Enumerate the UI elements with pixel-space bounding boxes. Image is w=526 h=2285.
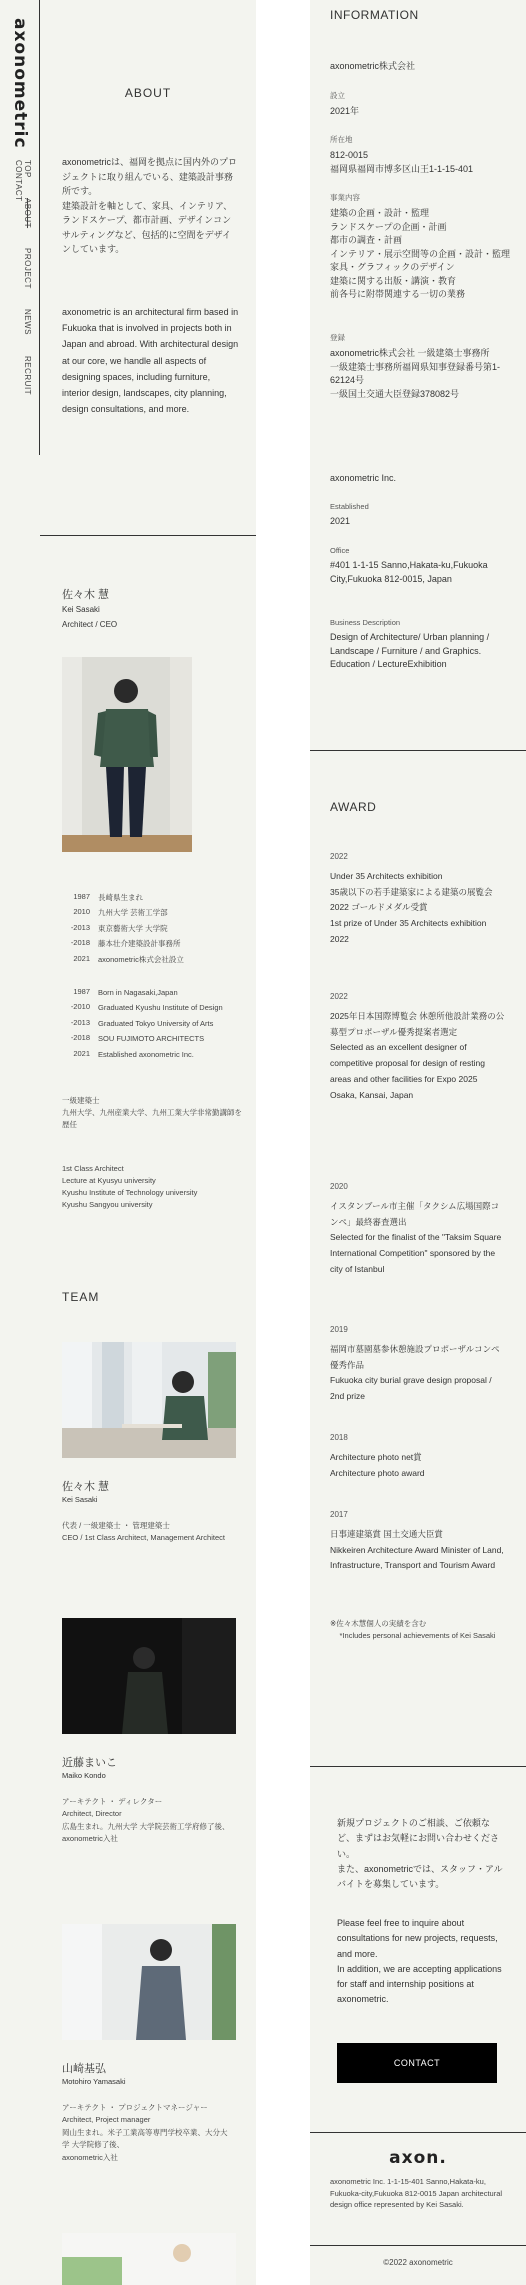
footer-address: axonometric Inc. 1-1-15-401 Sanno,Hakata-ku, Fukuoka-city,Fukuoka 812-0015 Japan architectural design office represented by Kei Sasaki. (330, 2177, 503, 2210)
contact-text-en: Please feel free to inquire about consultations for new projects, requests, and more. In addition, we are accepting applications for staff and internship positions at axonometric. (337, 1918, 502, 2005)
about-text-en: axonometric is an architectural firm based in Fukuoka that is involved in projects both in Japan and abroad. With architectural design at our core, we handle all aspects of designing spaces, including furniture, interior design, landscapes, city planning, design consultations, and more. (62, 307, 239, 415)
info-divider (310, 750, 526, 751)
history-row: -2010 Graduated Kyushu Institute of Design (70, 1002, 223, 1013)
about-text-ja: axonometricは、福岡を拠点に国内外のプロジェクトに取り組んでいる、建築設計事務所です。 建築設計を軸として、家具、インテリア、ランドスケープ、都市計画、デザインコンサルティングなど、包括的に空間をデザインしています。 (62, 157, 238, 255)
member-photo-next (62, 2233, 236, 2285)
nav-item-contact[interactable]: CONTACT (14, 160, 23, 202)
logo[interactable]: axonometric (10, 18, 30, 149)
copyright: ©2022 axonometric (383, 2258, 453, 2267)
contact-button[interactable]: CONTACT (337, 2043, 497, 2083)
history-row: -2018 SOU FUJIMOTO ARCHITECTS (70, 1033, 205, 1044)
ceo-license-en: 1st Class Architect Lecture at Kyusyu university Kyushu Institute of Technology university Kyushu Sangyou university (62, 1164, 198, 1209)
award-divider (310, 1766, 526, 1767)
ceo-license-ja: 一級建築士 九州大学、九州産業大学、九州工業大学非常勤講師を歴任 (62, 1096, 242, 1129)
nav-item-news[interactable]: NEWS (23, 309, 32, 336)
member-name: 佐々木 慧 (62, 1481, 110, 1493)
member-name-en: Maiko Kondo (62, 1771, 106, 1780)
history-row: 2021 axonometric株式会社設立 (73, 953, 184, 964)
member-photo-yamasaki (62, 1924, 236, 2040)
contact-divider (310, 2132, 526, 2133)
award-item: 2020 イスタンブール市主催「タクシム広場国際コンペ」最終審査選出 Selected for the finalist of the "Taksim Square International Competition" sponsored by the city of Istanbul (330, 1182, 502, 1274)
award-note-en: *Includes personal achievements of Kei Sasaki (339, 1631, 496, 1640)
information-title: INFORMATION (330, 8, 419, 22)
ceo-history-ja (62, 893, 238, 970)
award-item: 2022 Under 35 Architects exhibition 35歳以下の若手建築家による建築の展覧会2022 ゴールドメダル受賞 1st prize of Under 35 Architects exhibition 2022 (330, 852, 493, 944)
history-row: -2013 東京藝術大学 大学院 (70, 922, 168, 933)
info-established-en: Established 2021 (330, 502, 369, 526)
history-row: 1987 長崎県生まれ (73, 892, 143, 902)
info-company-en: axonometric Inc. (330, 473, 397, 483)
info-office-en: Office #401 1-1-15 Sanno,Hakata-ku,Fukuoka City,Fukuoka 812-0015, Japan (330, 546, 488, 584)
ceo-role: Architect / CEO (62, 620, 118, 629)
info-company-ja: axonometric株式会社 (330, 61, 416, 71)
team-title: TEAM (62, 1290, 100, 1304)
member-description: 代表 / 一級建築士 ・ 管理建築士 CEO / 1st Class Architect, Management Architect (62, 1521, 225, 1543)
ceo-name: 佐々木 慧 (62, 589, 110, 601)
member-description: アーキテクト ・ ディレクター Architect, Director 広島生まれ。九州大学 大学院芸術工学府修了後、 axonometric入社 (62, 1797, 230, 1844)
award-note-ja: ※佐々木慧個人の実績を含む (330, 1619, 427, 1628)
nav-item-project[interactable]: PROJECT (23, 248, 32, 290)
history-row: 2010 九州大学 芸術工学部 (73, 907, 168, 918)
history-row: 2021 Established axonometric Inc. (73, 1048, 194, 1059)
member-name: 山崎基弘 (62, 2063, 106, 2075)
member-photo-kondo (62, 1618, 236, 1734)
ceo-name-en: Kei Sasaki (62, 605, 100, 614)
award-note (330, 1618, 505, 1642)
award-item: 2019 福岡市墓園墓参休憩施設プロポーザルコンペ優秀作品 Fukuoka city burial grave design proposal / 2nd prize (330, 1325, 500, 1402)
contact-text-ja: 新規プロジェクトのご相談、ご依頼など、まずはお気軽にお問い合わせください。 また、axonometricでは、スタッフ・アルバイトを募集しています。 (337, 1818, 503, 1890)
nav-item-recruit[interactable]: RECRUIT (23, 355, 32, 395)
nav-list (14, 160, 32, 455)
member-photo-sasaki (62, 1342, 236, 1458)
nav-item-top[interactable]: TOP (23, 160, 32, 178)
award-item: 2022 2025年日本国際博覧会 休憩所他設計業務の公募型プロポーザル優秀提案者選定 Selected as an excellent designer of competitive proposal for design of resting areas and other facilities for Expo 2025 Osaka, Kansai, Japan (330, 992, 505, 1100)
footer-divider (310, 2245, 526, 2246)
side-navigation (0, 0, 40, 455)
about-title: ABOUT (124, 86, 172, 100)
member-name: 近藤まいこ (62, 1757, 117, 1769)
history-row: -2018 藤本壮介建築設計事務所 (70, 938, 181, 949)
info-established-ja: 設立 2021年 (330, 91, 360, 116)
ceo-history-en (62, 988, 238, 1065)
info-business-ja: 事業内容 建築の企画・設計・監理 ランドスケープの企画・計画 都市の調査・計画 インテリア・展示空間等の企画・設計・監理 家具・グラフィックのデザイン 建築に関する出版・講演・教育 前各号に附帯関連する一切の業務 (330, 193, 511, 299)
award-item: 2017 日事連建築賞 国土交通大臣賞 Nikkeiren Architecture Award Minister of Land, Infrastructure, Transport and Tourism Award (330, 1510, 504, 1571)
award-item: 2018 Architecture photo net賞 Architecture photo award (330, 1433, 425, 1478)
member-description: アーキテクト ・ プロジェクトマネージャー Architect, Project manager 岡山生まれ。米子工業高等専門学校卒業、大分大学 大学院修了後、 axonometric入社 (62, 2103, 228, 2162)
info-business-en: Business Description Design of Architecture/ Urban planning / Landscape / Furniture / and Graphics. Education / LectureExhibition (330, 618, 490, 669)
member-name-en: Kei Sasaki (62, 1495, 98, 1504)
ceo-portrait (62, 657, 192, 852)
history-row: 1987 Born in Nagasaki,Japan (73, 987, 178, 997)
award-title: AWARD (330, 800, 377, 814)
info-address-ja: 所在地 812-0015 福岡県福岡市博多区山王1-1-15-401 (330, 135, 474, 174)
info-registration-ja: 登録 axonometric株式会社 一級建築士事務所 一級建築士事務所福岡県知事登録番号第1-62124号 一級国土交通大臣登録378082号 (330, 333, 501, 399)
nav-item-about[interactable]: ABOUT (23, 198, 32, 229)
member-name-en: Motohiro Yamasaki (62, 2077, 126, 2086)
history-row: -2013 Graduated Tokyo University of Arts (70, 1017, 214, 1028)
footer-logo[interactable]: axon. (389, 2148, 447, 2168)
about-divider (40, 535, 256, 536)
